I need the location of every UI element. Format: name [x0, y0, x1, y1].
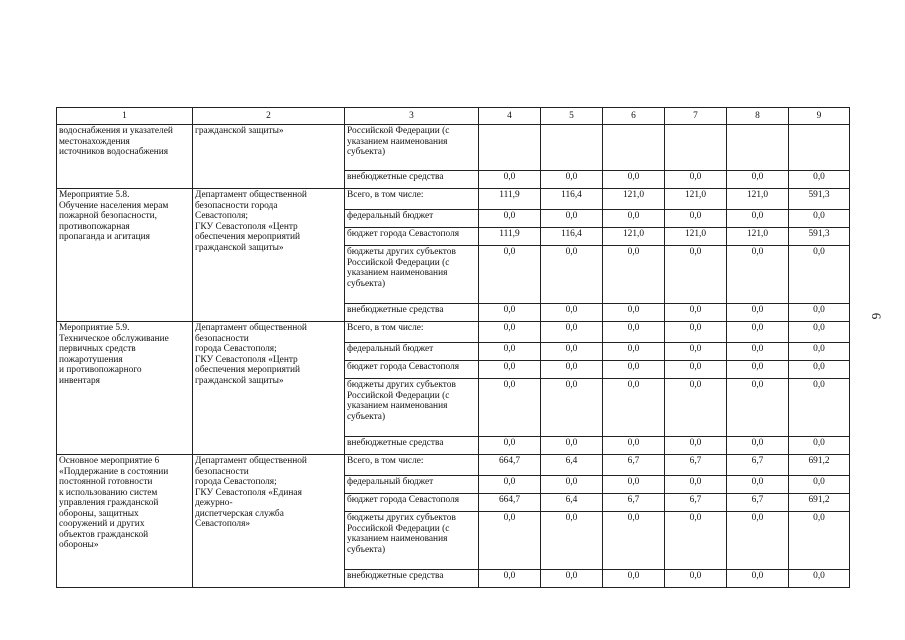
funding-source-cell: Всего, в том числе: [345, 455, 479, 476]
event-name-cell: Мероприятие 5.8. Обучение населения мерам пожарной безопасности, противопожарная пропаганда и агитация [57, 189, 193, 322]
amount-cell: 111,9 [479, 228, 541, 246]
amount-cell: 0,0 [727, 437, 789, 455]
amount-cell: 0,0 [665, 210, 727, 228]
amount-cell: 0,0 [479, 343, 541, 361]
funding-source-cell: федеральный бюджет [345, 343, 479, 361]
amount-cell: 591,3 [789, 228, 850, 246]
amount-cell: 0,0 [789, 379, 850, 437]
event-name-cell: водоснабжения и указателей местонахождения источников водоснабжения [57, 125, 193, 189]
amount-cell: 0,0 [789, 476, 850, 494]
amount-cell: 0,0 [727, 570, 789, 588]
funding-source-cell: внебюджетные средства [345, 570, 479, 588]
amount-cell [789, 125, 850, 171]
amount-cell: 0,0 [603, 210, 665, 228]
amount-cell: 664,7 [479, 494, 541, 512]
amount-cell: 0,0 [603, 379, 665, 437]
amount-cell: 591,3 [789, 189, 850, 210]
amount-cell: 0,0 [665, 437, 727, 455]
funding-source-cell: бюджет города Севастополя [345, 494, 479, 512]
amount-cell: 0,0 [541, 570, 603, 588]
amount-cell: 0,0 [603, 322, 665, 343]
amount-cell: 0,0 [665, 570, 727, 588]
amount-cell: 0,0 [789, 304, 850, 322]
amount-cell: 0,0 [789, 322, 850, 343]
amount-cell: 0,0 [479, 570, 541, 588]
amount-cell: 0,0 [727, 246, 789, 304]
funding-source-cell: Всего, в том числе: [345, 189, 479, 210]
funding-source-cell: бюджет города Севастополя [345, 361, 479, 379]
amount-cell: 0,0 [479, 322, 541, 343]
amount-cell: 0,0 [479, 171, 541, 189]
funding-source-cell: Российской Федерации (с указанием наименования субъекта) [345, 125, 479, 171]
amount-cell: 0,0 [541, 210, 603, 228]
amount-cell: 116,4 [541, 228, 603, 246]
amount-cell: 691,2 [789, 455, 850, 476]
funding-source-cell: внебюджетные средства [345, 437, 479, 455]
amount-cell: 0,0 [789, 361, 850, 379]
amount-cell [603, 125, 665, 171]
amount-cell: 691,2 [789, 494, 850, 512]
amount-cell: 0,0 [541, 246, 603, 304]
amount-cell: 0,0 [789, 570, 850, 588]
amount-cell: 0,0 [603, 246, 665, 304]
column-number-header: 8 [727, 108, 789, 125]
table-row [57, 322, 850, 343]
amount-cell: 6,7 [603, 455, 665, 476]
event-name-cell: Основное мероприятие 6 «Поддержание в состоянии постоянной готовности к использованию систем управления гражданской обороны, защитных сооружений и других объектов гражданской обороны» [57, 455, 193, 588]
amount-cell: 0,0 [665, 322, 727, 343]
amount-cell: 0,0 [665, 379, 727, 437]
column-number-header: 5 [541, 108, 603, 125]
amount-cell: 6,7 [727, 494, 789, 512]
amount-cell: 121,0 [665, 189, 727, 210]
table-row [57, 125, 850, 171]
funding-source-cell: бюджеты других субъектов Российской Федерации (с указанием наименования субъекта) [345, 246, 479, 304]
funding-source-cell: федеральный бюджет [345, 210, 479, 228]
amount-cell: 664,7 [479, 455, 541, 476]
amount-cell: 0,0 [541, 437, 603, 455]
executor-cell: Департамент общественной безопасности города Севастополя; ГКУ Севастополя «Единая дежурно- диспетчерская служба Севастополя» [193, 455, 345, 588]
budget-table [56, 107, 850, 588]
amount-cell: 0,0 [603, 512, 665, 570]
amount-cell: 0,0 [603, 343, 665, 361]
amount-cell: 121,0 [727, 228, 789, 246]
column-number-header: 2 [193, 108, 345, 125]
executor-cell: гражданской защиты» [193, 125, 345, 189]
amount-cell: 0,0 [541, 343, 603, 361]
executor-cell: Департамент общественной безопасности города Севастополя; ГКУ Севастополя «Центр обеспечения мероприятий гражданской защиты» [193, 189, 345, 322]
amount-cell: 0,0 [727, 476, 789, 494]
amount-cell: 0,0 [727, 343, 789, 361]
amount-cell: 0,0 [789, 171, 850, 189]
amount-cell [727, 125, 789, 171]
amount-cell: 0,0 [541, 379, 603, 437]
amount-cell: 0,0 [479, 512, 541, 570]
amount-cell: 0,0 [541, 476, 603, 494]
amount-cell: 6,7 [665, 494, 727, 512]
amount-cell: 0,0 [541, 304, 603, 322]
amount-cell: 0,0 [479, 246, 541, 304]
amount-cell: 0,0 [665, 304, 727, 322]
amount-cell: 0,0 [479, 437, 541, 455]
amount-cell: 0,0 [727, 379, 789, 437]
funding-source-cell: бюджеты других субъектов Российской Федерации (с указанием наименования субъекта) [345, 512, 479, 570]
funding-source-cell: бюджеты других субъектов Российской Федерации (с указанием наименования субъекта) [345, 379, 479, 437]
amount-cell: 0,0 [727, 322, 789, 343]
amount-cell: 0,0 [603, 361, 665, 379]
amount-cell: 0,0 [665, 343, 727, 361]
amount-cell: 0,0 [727, 171, 789, 189]
funding-source-cell: Всего, в том числе: [345, 322, 479, 343]
amount-cell: 6,7 [665, 455, 727, 476]
amount-cell [541, 125, 603, 171]
funding-source-cell: федеральный бюджет [345, 476, 479, 494]
column-number-header: 7 [665, 108, 727, 125]
amount-cell: 0,0 [727, 210, 789, 228]
funding-source-cell: бюджет города Севастополя [345, 228, 479, 246]
amount-cell: 6,7 [603, 494, 665, 512]
amount-cell: 0,0 [665, 476, 727, 494]
amount-cell: 6,4 [541, 494, 603, 512]
amount-cell: 121,0 [665, 228, 727, 246]
amount-cell: 0,0 [789, 210, 850, 228]
amount-cell: 0,0 [541, 512, 603, 570]
amount-cell: 0,0 [789, 512, 850, 570]
amount-cell: 0,0 [479, 379, 541, 437]
amount-cell: 0,0 [665, 246, 727, 304]
table-row [57, 455, 850, 476]
amount-cell: 0,0 [479, 476, 541, 494]
column-number-header: 1 [57, 108, 193, 125]
header-row [57, 108, 850, 125]
column-number-header: 6 [603, 108, 665, 125]
amount-cell [665, 125, 727, 171]
amount-cell: 0,0 [727, 512, 789, 570]
amount-cell: 0,0 [603, 437, 665, 455]
amount-cell: 0,0 [541, 322, 603, 343]
amount-cell: 0,0 [603, 476, 665, 494]
amount-cell: 121,0 [727, 189, 789, 210]
page-number: 6 [869, 312, 884, 320]
column-number-header: 9 [789, 108, 850, 125]
amount-cell: 0,0 [541, 361, 603, 379]
funding-source-cell: внебюджетные средства [345, 171, 479, 189]
amount-cell: 0,0 [665, 512, 727, 570]
amount-cell: 6,7 [727, 455, 789, 476]
amount-cell: 0,0 [727, 304, 789, 322]
executor-cell: Департамент общественной безопасности города Севастополя; ГКУ Севастополя «Центр обеспечения мероприятий гражданской защиты» [193, 322, 345, 455]
amount-cell: 116,4 [541, 189, 603, 210]
event-name-cell: Мероприятие 5.9. Техническое обслуживание первичных средств пожаротушения и противопожарного инвентаря [57, 322, 193, 455]
amount-cell [479, 125, 541, 171]
amount-cell: 0,0 [479, 361, 541, 379]
amount-cell: 0,0 [603, 171, 665, 189]
amount-cell: 6,4 [541, 455, 603, 476]
amount-cell: 0,0 [727, 361, 789, 379]
amount-cell: 0,0 [789, 343, 850, 361]
amount-cell: 0,0 [541, 171, 603, 189]
amount-cell: 0,0 [603, 570, 665, 588]
funding-source-cell: внебюджетные средства [345, 304, 479, 322]
column-number-header: 4 [479, 108, 541, 125]
amount-cell: 0,0 [665, 171, 727, 189]
amount-cell: 0,0 [479, 304, 541, 322]
amount-cell: 0,0 [603, 304, 665, 322]
table-row [57, 189, 850, 210]
amount-cell: 121,0 [603, 228, 665, 246]
amount-cell: 0,0 [789, 437, 850, 455]
amount-cell: 111,9 [479, 189, 541, 210]
amount-cell: 121,0 [603, 189, 665, 210]
amount-cell: 0,0 [665, 361, 727, 379]
column-number-header: 3 [345, 108, 479, 125]
amount-cell: 0,0 [789, 246, 850, 304]
amount-cell: 0,0 [479, 210, 541, 228]
